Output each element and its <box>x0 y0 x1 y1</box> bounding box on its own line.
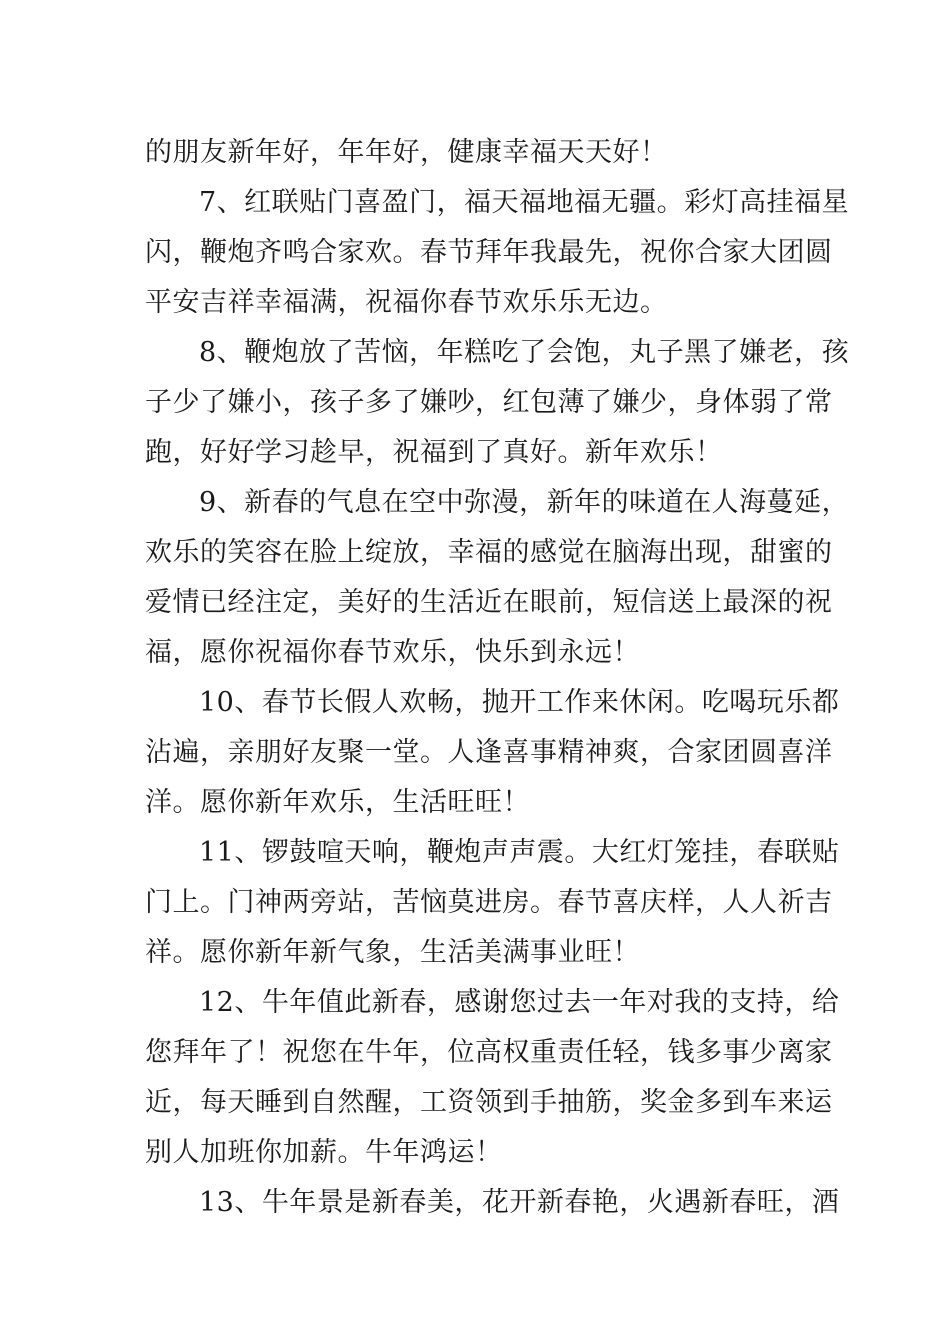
text-line: 11、锣鼓喧天响，鞭炮声声震。大红灯笼挂，春联贴 <box>199 837 840 868</box>
text-line: 跑，好好学习趁早，祝福到了真好。新年欢乐！ <box>145 437 723 468</box>
paragraph <box>145 678 840 828</box>
text-line: 子少了嫌小，孩子多了嫌吵，红包薄了嫌少，身体弱了常 <box>145 387 833 418</box>
text-line: 8、鞭炮放了苦恼，年糕吃了会饱，丸子黑了嫌老，孩 <box>199 337 850 368</box>
text-line: 您拜年了！祝您在牛年，位高权重责任轻，钱多事少离家 <box>145 1037 833 1068</box>
text-line: 10、春节长假人欢畅，抛开工作来休闲。吃喝玩乐都 <box>199 687 840 718</box>
text-line: 别人加班你加薪。牛年鸿运！ <box>145 1137 503 1168</box>
paragraph <box>145 128 807 178</box>
text-line: 12、牛年值此新春，感谢您过去一年对我的支持，给 <box>199 987 840 1018</box>
text-line: 爱情已经注定，美好的生活近在眼前，短信送上最深的祝 <box>145 587 833 618</box>
paragraph <box>145 1178 840 1228</box>
text-line: 门上。门神两旁站，苦恼莫进房。春节喜庆样，人人祈吉 <box>145 887 833 918</box>
text-line: 的朋友新年好，年年好，健康幸福天天好！ <box>145 137 668 168</box>
paragraph <box>145 478 850 678</box>
paragraph <box>145 978 840 1178</box>
text-line: 近，每天睡到自然醒，工资领到手抽筋，奖金多到车来运 <box>145 1087 833 1118</box>
paragraph <box>145 828 840 978</box>
paragraph <box>145 328 850 478</box>
text-line: 闪，鞭炮齐鸣合家欢。春节拜年我最先，祝你合家大团圆 <box>145 237 833 268</box>
paragraph <box>145 178 850 328</box>
text-line: 9、新春的气息在空中弥漫，新年的味道在人海蔓延， <box>199 487 850 518</box>
text-line: 7、红联贴门喜盈门，福天福地福无疆。彩灯高挂福星 <box>199 187 850 218</box>
text-line: 平安吉祥幸福满，祝福你春节欢乐乐无边。 <box>145 287 668 318</box>
text-line: 福，愿你祝福你春节欢乐，快乐到永远！ <box>145 637 640 668</box>
text-line: 洋。愿你新年欢乐，生活旺旺！ <box>145 787 530 818</box>
text-line: 欢乐的笑容在脸上绽放，幸福的感觉在脑海出现，甜蜜的 <box>145 537 833 568</box>
document-body <box>145 128 850 1228</box>
text-line: 13、牛年景是新春美，花开新春艳，火遇新春旺，酒 <box>199 1187 840 1218</box>
text-line: 沾遍，亲朋好友聚一堂。人逢喜事精神爽，合家团圆喜洋 <box>145 737 833 768</box>
text-line: 祥。愿你新年新气象，生活美满事业旺！ <box>145 937 640 968</box>
